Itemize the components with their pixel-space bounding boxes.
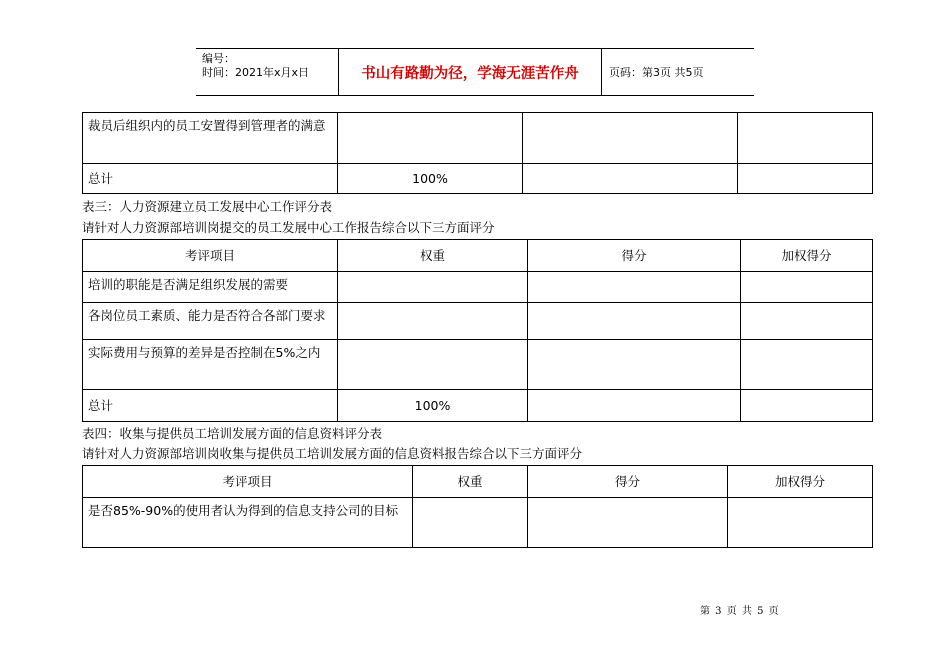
table-cell-item: 裁员后组织内的员工安置得到管理者的满意 bbox=[83, 113, 338, 164]
table-cell-weighted bbox=[741, 340, 873, 390]
table-cell-item: 是否85%-90%的使用者认为得到的信息支持公司的目标 bbox=[83, 498, 413, 548]
document-number-label: 编号： bbox=[202, 52, 235, 65]
table-cell-item: 各岗位员工素质、能力是否符合各部门要求 bbox=[83, 303, 338, 340]
table-header-row bbox=[83, 466, 873, 498]
table-row bbox=[83, 164, 873, 194]
table-row bbox=[83, 303, 873, 340]
header-page-number: 页码：第3页 共5页 bbox=[609, 66, 704, 79]
table-cell-score bbox=[523, 164, 738, 194]
header-motto: 书山有路勤为径，学海无涯苦作舟 bbox=[339, 49, 602, 95]
column-header-weight: 权重 bbox=[338, 240, 528, 272]
column-header-item: 考评项目 bbox=[83, 466, 413, 498]
table-cell-weighted bbox=[738, 113, 873, 164]
table-cell-weight bbox=[413, 498, 528, 548]
page-header bbox=[196, 48, 754, 96]
table-header-row bbox=[83, 240, 873, 272]
table-cell-item: 总计 bbox=[83, 164, 338, 194]
table-cell-weighted bbox=[741, 303, 873, 340]
table-row bbox=[83, 340, 873, 390]
table-cell-item: 总计 bbox=[83, 390, 338, 422]
document-date: 时间：2021年x月x日 bbox=[202, 66, 310, 79]
column-header-weighted: 加权得分 bbox=[728, 466, 873, 498]
table3-title: 表三：人力资源建立员工发展中心工作评分表 bbox=[82, 199, 333, 214]
table-cell-score bbox=[528, 272, 741, 303]
table-cell-weighted bbox=[728, 498, 873, 548]
table-cell-score bbox=[528, 340, 741, 390]
table-row bbox=[83, 113, 873, 164]
table-cell-item: 实际费用与预算的差异是否控制在5%之内 bbox=[83, 340, 338, 390]
table-cell-weighted bbox=[741, 272, 873, 303]
table-row bbox=[83, 390, 873, 422]
column-header-score: 得分 bbox=[528, 466, 728, 498]
table3-instruction: 请针对人力资源部培训岗提交的员工发展中心工作报告综合以下三方面评分 bbox=[82, 220, 495, 235]
table-row bbox=[83, 272, 873, 303]
column-header-score: 得分 bbox=[528, 240, 741, 272]
table-cell-weight bbox=[338, 272, 528, 303]
column-header-item: 考评项目 bbox=[83, 240, 338, 272]
page-footer-number: 第 3 页 共 5 页 bbox=[700, 606, 779, 617]
column-header-weight: 权重 bbox=[413, 466, 528, 498]
column-header-weighted: 加权得分 bbox=[741, 240, 873, 272]
table3 bbox=[82, 239, 873, 422]
table-cell-weight bbox=[338, 303, 528, 340]
table-cell-weight: 100% bbox=[338, 390, 528, 422]
table-cell-weighted bbox=[738, 164, 873, 194]
table-cell-score bbox=[523, 113, 738, 164]
table2-tail bbox=[82, 112, 873, 194]
header-meta bbox=[196, 49, 339, 95]
table-cell-score bbox=[528, 303, 741, 340]
table-cell-weight bbox=[338, 340, 528, 390]
table-cell-weighted bbox=[741, 390, 873, 422]
table-row bbox=[83, 498, 873, 548]
table4 bbox=[82, 465, 873, 548]
table-cell-weight: 100% bbox=[338, 164, 523, 194]
table4-instruction: 请针对人力资源部培训岗收集与提供员工培训发展方面的信息资料报告综合以下三方面评分 bbox=[82, 446, 583, 461]
table-cell-score bbox=[528, 498, 728, 548]
table-cell-weight bbox=[338, 113, 523, 164]
table-cell-score bbox=[528, 390, 741, 422]
table-cell-item: 培训的职能是否满足组织发展的需要 bbox=[83, 272, 338, 303]
table4-title: 表四：收集与提供员工培训发展方面的信息资料评分表 bbox=[82, 426, 383, 441]
